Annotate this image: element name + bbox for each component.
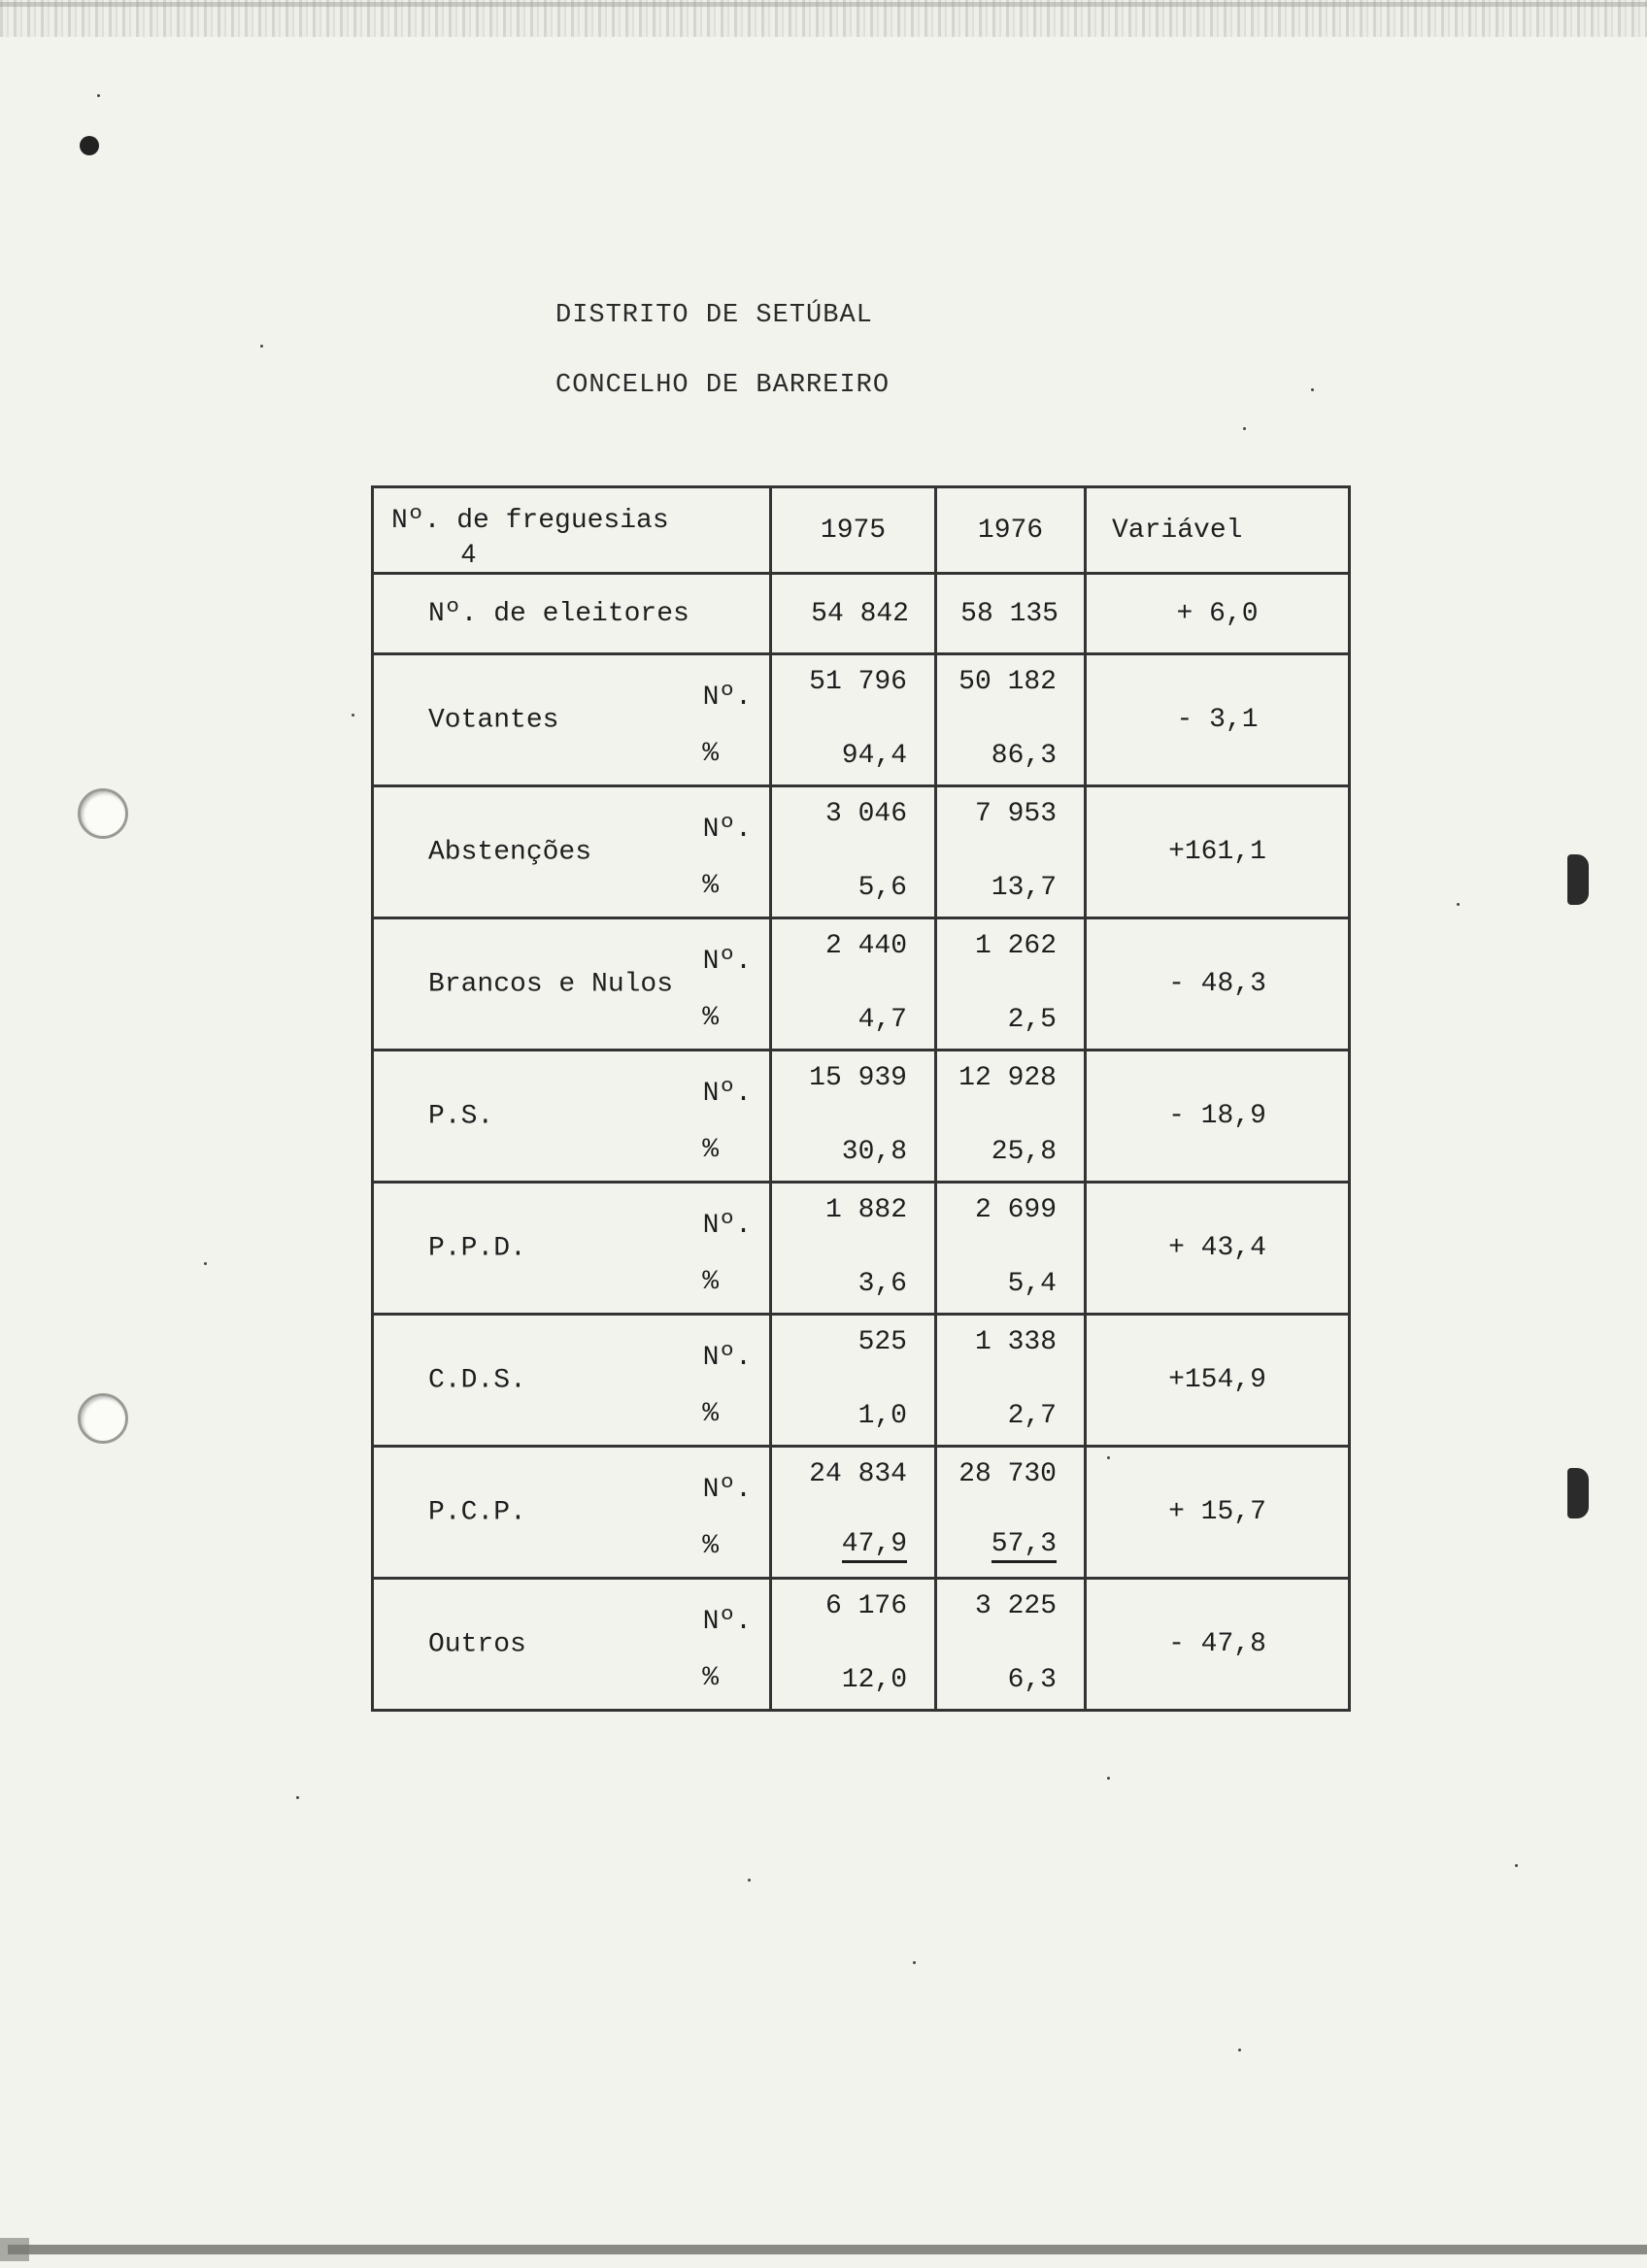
row-1976-cell bbox=[936, 1447, 1086, 1579]
table-row bbox=[373, 1579, 1350, 1711]
electors-1976: 58 135 bbox=[936, 574, 1086, 654]
table-row bbox=[373, 1315, 1350, 1447]
row-1975-percent: 4,7 bbox=[857, 1005, 907, 1035]
row-count-label: Nº. bbox=[702, 1475, 752, 1505]
row-1976-cell bbox=[936, 1051, 1086, 1183]
row-1976-cell bbox=[936, 1579, 1086, 1711]
election-results-table bbox=[371, 485, 1351, 1712]
row-1975-count: 6 176 bbox=[824, 1591, 907, 1621]
row-variation: + 43,4 bbox=[1086, 1183, 1350, 1315]
row-percent-label: % bbox=[702, 739, 719, 769]
speck bbox=[748, 1879, 751, 1882]
row-label-cell bbox=[373, 1579, 771, 1711]
table-row bbox=[373, 1447, 1350, 1579]
row-1975-cell bbox=[771, 1051, 936, 1183]
speck bbox=[1311, 388, 1314, 391]
binder-mark-top bbox=[1567, 854, 1589, 905]
row-label: Brancos e Nulos bbox=[428, 969, 674, 999]
municipality-title: CONCELHO DE BARREIRO bbox=[555, 371, 891, 400]
row-1976-count: 12 928 bbox=[958, 1063, 1057, 1093]
speck bbox=[913, 1961, 916, 1964]
row-1976-count: 1 338 bbox=[974, 1327, 1057, 1357]
row-label: P.S. bbox=[428, 1101, 494, 1131]
row-1975-cell bbox=[771, 1183, 936, 1315]
row-label-cell bbox=[373, 1051, 771, 1183]
row-1976-count: 2 699 bbox=[974, 1195, 1057, 1225]
speck bbox=[1515, 1864, 1518, 1867]
row-1976-percent: 6,3 bbox=[1007, 1665, 1057, 1695]
row-1975-percent: 47,9 bbox=[842, 1529, 907, 1563]
punch-hole-top bbox=[78, 788, 128, 839]
table-row bbox=[373, 1183, 1350, 1315]
row-count-label: Nº. bbox=[702, 683, 752, 713]
row-1975-percent: 12,0 bbox=[841, 1665, 907, 1695]
row-count-label: Nº. bbox=[702, 947, 752, 977]
row-1975-percent: 94,4 bbox=[841, 741, 907, 771]
speck bbox=[1238, 2049, 1241, 2051]
row-1976-cell bbox=[936, 918, 1086, 1051]
row-1976-count: 28 730 bbox=[958, 1459, 1057, 1489]
row-label-cell bbox=[373, 786, 771, 918]
row-1975-cell bbox=[771, 1579, 936, 1711]
table-row bbox=[373, 1051, 1350, 1183]
row-1976-percent: 5,4 bbox=[1007, 1269, 1057, 1299]
row-1975-cell bbox=[771, 1315, 936, 1447]
row-percent-label: % bbox=[702, 1135, 719, 1165]
row-1975-count: 15 939 bbox=[809, 1063, 907, 1093]
row-1975-count: 525 bbox=[857, 1327, 907, 1357]
row-label-cell bbox=[373, 1315, 771, 1447]
row-count-label: Nº. bbox=[702, 1079, 752, 1109]
speck bbox=[204, 1262, 207, 1265]
row-1975-percent: 30,8 bbox=[841, 1137, 907, 1167]
row-label-cell bbox=[373, 1447, 771, 1579]
row-1976-cell bbox=[936, 1315, 1086, 1447]
row-label: P.C.P. bbox=[428, 1497, 526, 1527]
row-percent-label: % bbox=[702, 1663, 719, 1693]
scan-bottom-corner bbox=[0, 2238, 29, 2261]
row-percent-label: % bbox=[702, 871, 719, 901]
row-1975-percent: 3,6 bbox=[857, 1269, 907, 1299]
speck bbox=[296, 1796, 299, 1799]
row-percent-label: % bbox=[702, 1267, 719, 1297]
row-1976-percent: 2,7 bbox=[1007, 1401, 1057, 1431]
scan-top-line bbox=[0, 2, 1647, 7]
row-1975-count: 3 046 bbox=[824, 799, 907, 829]
binder-mark-bottom bbox=[1567, 1468, 1589, 1518]
row-1975-count: 1 882 bbox=[824, 1195, 907, 1225]
speck bbox=[1107, 1777, 1110, 1780]
district-title: DISTRITO DE SETÚBAL bbox=[555, 301, 873, 330]
row-count-label: Nº. bbox=[702, 1343, 752, 1373]
header-year-1975: 1975 bbox=[771, 487, 936, 574]
row-variation: - 18,9 bbox=[1086, 1051, 1350, 1183]
table-row bbox=[373, 654, 1350, 786]
row-1976-count: 3 225 bbox=[974, 1591, 1057, 1621]
row-variation: + 15,7 bbox=[1086, 1447, 1350, 1579]
row-percent-label: % bbox=[702, 1399, 719, 1429]
header-year-1976: 1976 bbox=[936, 487, 1086, 574]
row-count-label: Nº. bbox=[702, 1607, 752, 1637]
speck bbox=[352, 714, 354, 717]
row-variation: - 47,8 bbox=[1086, 1579, 1350, 1711]
row-1975-count: 24 834 bbox=[809, 1459, 907, 1489]
row-1975-cell bbox=[771, 918, 936, 1051]
row-1975-percent: 5,6 bbox=[857, 873, 907, 903]
row-percent-label: % bbox=[702, 1531, 719, 1561]
header-freguesias-label: Nº. de freguesias bbox=[391, 506, 669, 536]
row-1975-cell bbox=[771, 786, 936, 918]
speck bbox=[97, 94, 100, 97]
row-count-label: Nº. bbox=[702, 1211, 752, 1241]
ink-dot bbox=[80, 136, 99, 155]
row-label-cell bbox=[373, 1183, 771, 1315]
row-variation: +154,9 bbox=[1086, 1315, 1350, 1447]
electors-label: Nº. de eleitores bbox=[373, 574, 771, 654]
header-freguesias-count: 4 bbox=[461, 539, 477, 568]
row-count-label: Nº. bbox=[702, 815, 752, 845]
electors-variation: + 6,0 bbox=[1086, 574, 1350, 654]
electors-1975: 54 842 bbox=[771, 574, 936, 654]
punch-hole-bottom bbox=[78, 1393, 128, 1444]
speck bbox=[260, 345, 263, 348]
row-1976-cell bbox=[936, 786, 1086, 918]
row-1975-cell bbox=[771, 654, 936, 786]
electors-row bbox=[373, 574, 1350, 654]
row-variation: - 48,3 bbox=[1086, 918, 1350, 1051]
header-label-cell bbox=[373, 487, 771, 574]
row-1976-percent: 13,7 bbox=[991, 873, 1057, 903]
row-label: Votantes bbox=[428, 705, 559, 735]
row-1976-count: 50 182 bbox=[958, 667, 1057, 697]
row-1975-count: 2 440 bbox=[824, 931, 907, 961]
row-1976-percent: 86,3 bbox=[991, 741, 1057, 771]
row-percent-label: % bbox=[702, 1003, 719, 1033]
table-row bbox=[373, 786, 1350, 918]
row-label: C.D.S. bbox=[428, 1365, 526, 1395]
row-label-cell bbox=[373, 654, 771, 786]
row-variation: - 3,1 bbox=[1086, 654, 1350, 786]
table-header-row bbox=[373, 487, 1350, 574]
row-1976-percent: 25,8 bbox=[991, 1137, 1057, 1167]
row-1976-percent: 57,3 bbox=[992, 1529, 1057, 1563]
row-1976-cell bbox=[936, 654, 1086, 786]
speck bbox=[1243, 427, 1246, 430]
row-label-cell bbox=[373, 918, 771, 1051]
row-1975-cell bbox=[771, 1447, 936, 1579]
scan-bottom-edge bbox=[8, 2245, 1647, 2254]
row-1976-cell bbox=[936, 1183, 1086, 1315]
row-1975-percent: 1,0 bbox=[857, 1401, 907, 1431]
row-1976-count: 7 953 bbox=[974, 799, 1057, 829]
speck bbox=[1457, 903, 1460, 906]
row-1976-count: 1 262 bbox=[974, 931, 1057, 961]
row-1976-percent: 2,5 bbox=[1007, 1005, 1057, 1035]
row-1975-count: 51 796 bbox=[809, 667, 907, 697]
row-label: Abstenções bbox=[428, 837, 592, 867]
row-label: P.P.D. bbox=[428, 1233, 526, 1263]
row-variation: +161,1 bbox=[1086, 786, 1350, 918]
header-variation: Variável bbox=[1086, 487, 1350, 574]
table-row bbox=[373, 918, 1350, 1051]
row-label: Outros bbox=[428, 1629, 526, 1659]
